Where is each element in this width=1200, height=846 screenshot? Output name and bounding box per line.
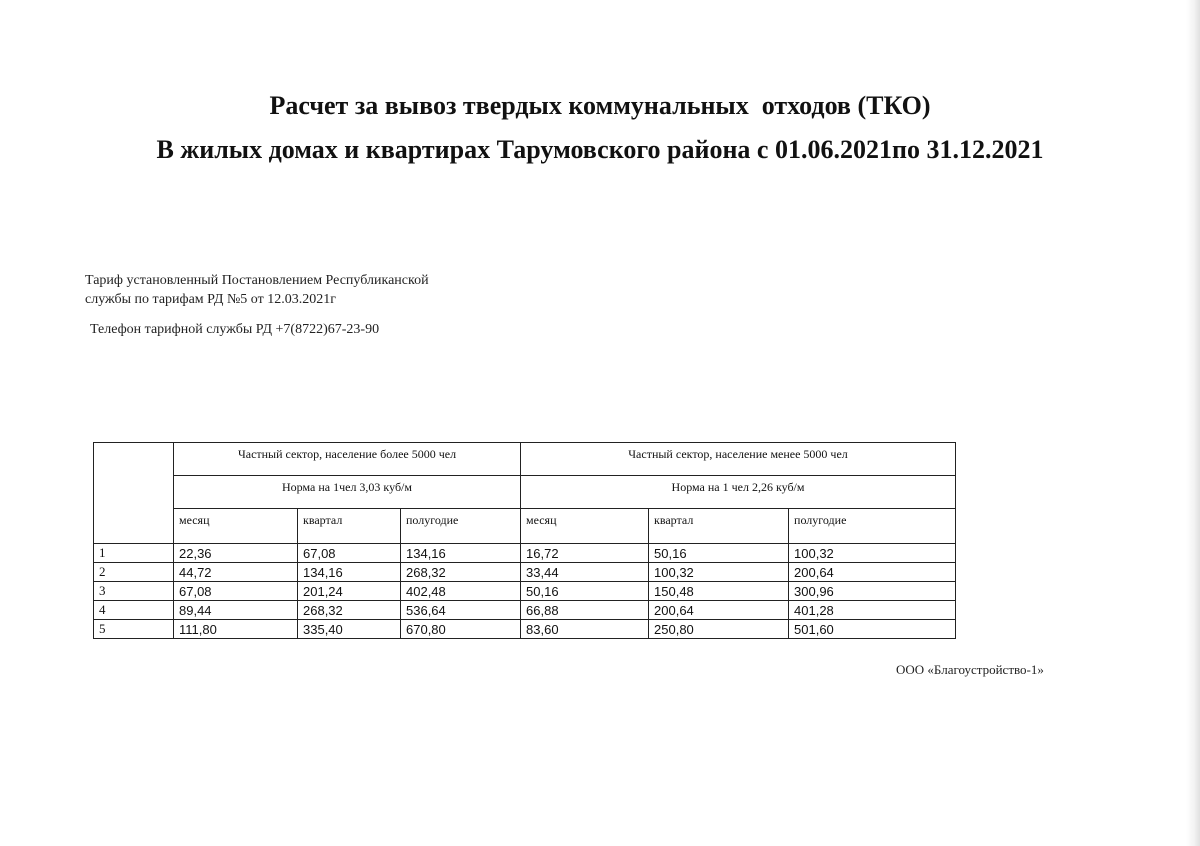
- document-title: [0, 84, 1200, 172]
- tariff-note-line-2: службы по тарифам РД №5 от 12.03.2021г: [85, 292, 336, 307]
- tariff-note: [85, 271, 429, 309]
- table-corner-cell: [94, 443, 174, 544]
- table-group-header-row: [94, 443, 956, 476]
- title-line-2: В жилых домах и квартирах Тарумовского района с 01.06.2021по 31.12.2021: [156, 135, 1044, 164]
- table-cell: 134,16: [401, 544, 521, 563]
- table-cell: 50,16: [649, 544, 789, 563]
- table-cell: 67,08: [298, 544, 401, 563]
- table-cell: 16,72: [521, 544, 649, 563]
- table-cell: 44,72: [174, 563, 298, 582]
- table-cell: 134,16: [298, 563, 401, 582]
- table-cell: 200,64: [789, 563, 956, 582]
- tariff-table: [93, 442, 956, 639]
- phone-note: Телефон тарифной службы РД +7(8722)67-23-90: [90, 322, 380, 337]
- group-1-norm: Норма на 1чел 3,03 куб/м: [174, 476, 521, 509]
- column-header: полугодие: [789, 509, 956, 544]
- column-header: квартал: [649, 509, 789, 544]
- row-index-cell: 3: [94, 582, 174, 601]
- row-index-cell: 5: [94, 620, 174, 639]
- table-row: [94, 563, 956, 582]
- table-cell: 100,32: [649, 563, 789, 582]
- row-index-cell: 4: [94, 601, 174, 620]
- table-cell: 200,64: [649, 601, 789, 620]
- table-cell: 401,28: [789, 601, 956, 620]
- table-cell: 89,44: [174, 601, 298, 620]
- table-cell: 300,96: [789, 582, 956, 601]
- table-cell: 66,88: [521, 601, 649, 620]
- table-row: [94, 544, 956, 563]
- table-column-header-row: [94, 509, 956, 544]
- group-1-title: Частный сектор, население более 5000 чел: [174, 443, 521, 476]
- title-line-1: Расчет за вывоз твердых коммунальных отходов (ТКО): [269, 91, 931, 120]
- table-norm-row: [94, 476, 956, 509]
- table-cell: 501,60: [789, 620, 956, 639]
- table-cell: 268,32: [401, 563, 521, 582]
- table-cell: 33,44: [521, 563, 649, 582]
- organization-name: ООО «Благоустройство-1»: [896, 662, 1044, 677]
- table-cell: 22,36: [174, 544, 298, 563]
- table-cell: 335,40: [298, 620, 401, 639]
- table-cell: 100,32: [789, 544, 956, 563]
- table-cell: 402,48: [401, 582, 521, 601]
- table-cell: 268,32: [298, 601, 401, 620]
- table-cell: 670,80: [401, 620, 521, 639]
- table-cell: 67,08: [174, 582, 298, 601]
- table-cell: 201,24: [298, 582, 401, 601]
- table-cell: 50,16: [521, 582, 649, 601]
- table-row: [94, 620, 956, 639]
- row-index-cell: 2: [94, 563, 174, 582]
- table-row: [94, 582, 956, 601]
- column-header: месяц: [174, 509, 298, 544]
- group-2-title: Частный сектор, население менее 5000 чел: [521, 443, 956, 476]
- group-2-norm: Норма на 1 чел 2,26 куб/м: [521, 476, 956, 509]
- column-header: полугодие: [401, 509, 521, 544]
- column-header: месяц: [521, 509, 649, 544]
- table-cell: 111,80: [174, 620, 298, 639]
- table-cell: 83,60: [521, 620, 649, 639]
- table-cell: 250,80: [649, 620, 789, 639]
- table-cell: 150,48: [649, 582, 789, 601]
- row-index-cell: 1: [94, 544, 174, 563]
- table-cell: 536,64: [401, 601, 521, 620]
- table-row: [94, 601, 956, 620]
- tariff-note-line-1: Тариф установленный Постановлением Республиканской: [85, 273, 429, 288]
- column-header: квартал: [298, 509, 401, 544]
